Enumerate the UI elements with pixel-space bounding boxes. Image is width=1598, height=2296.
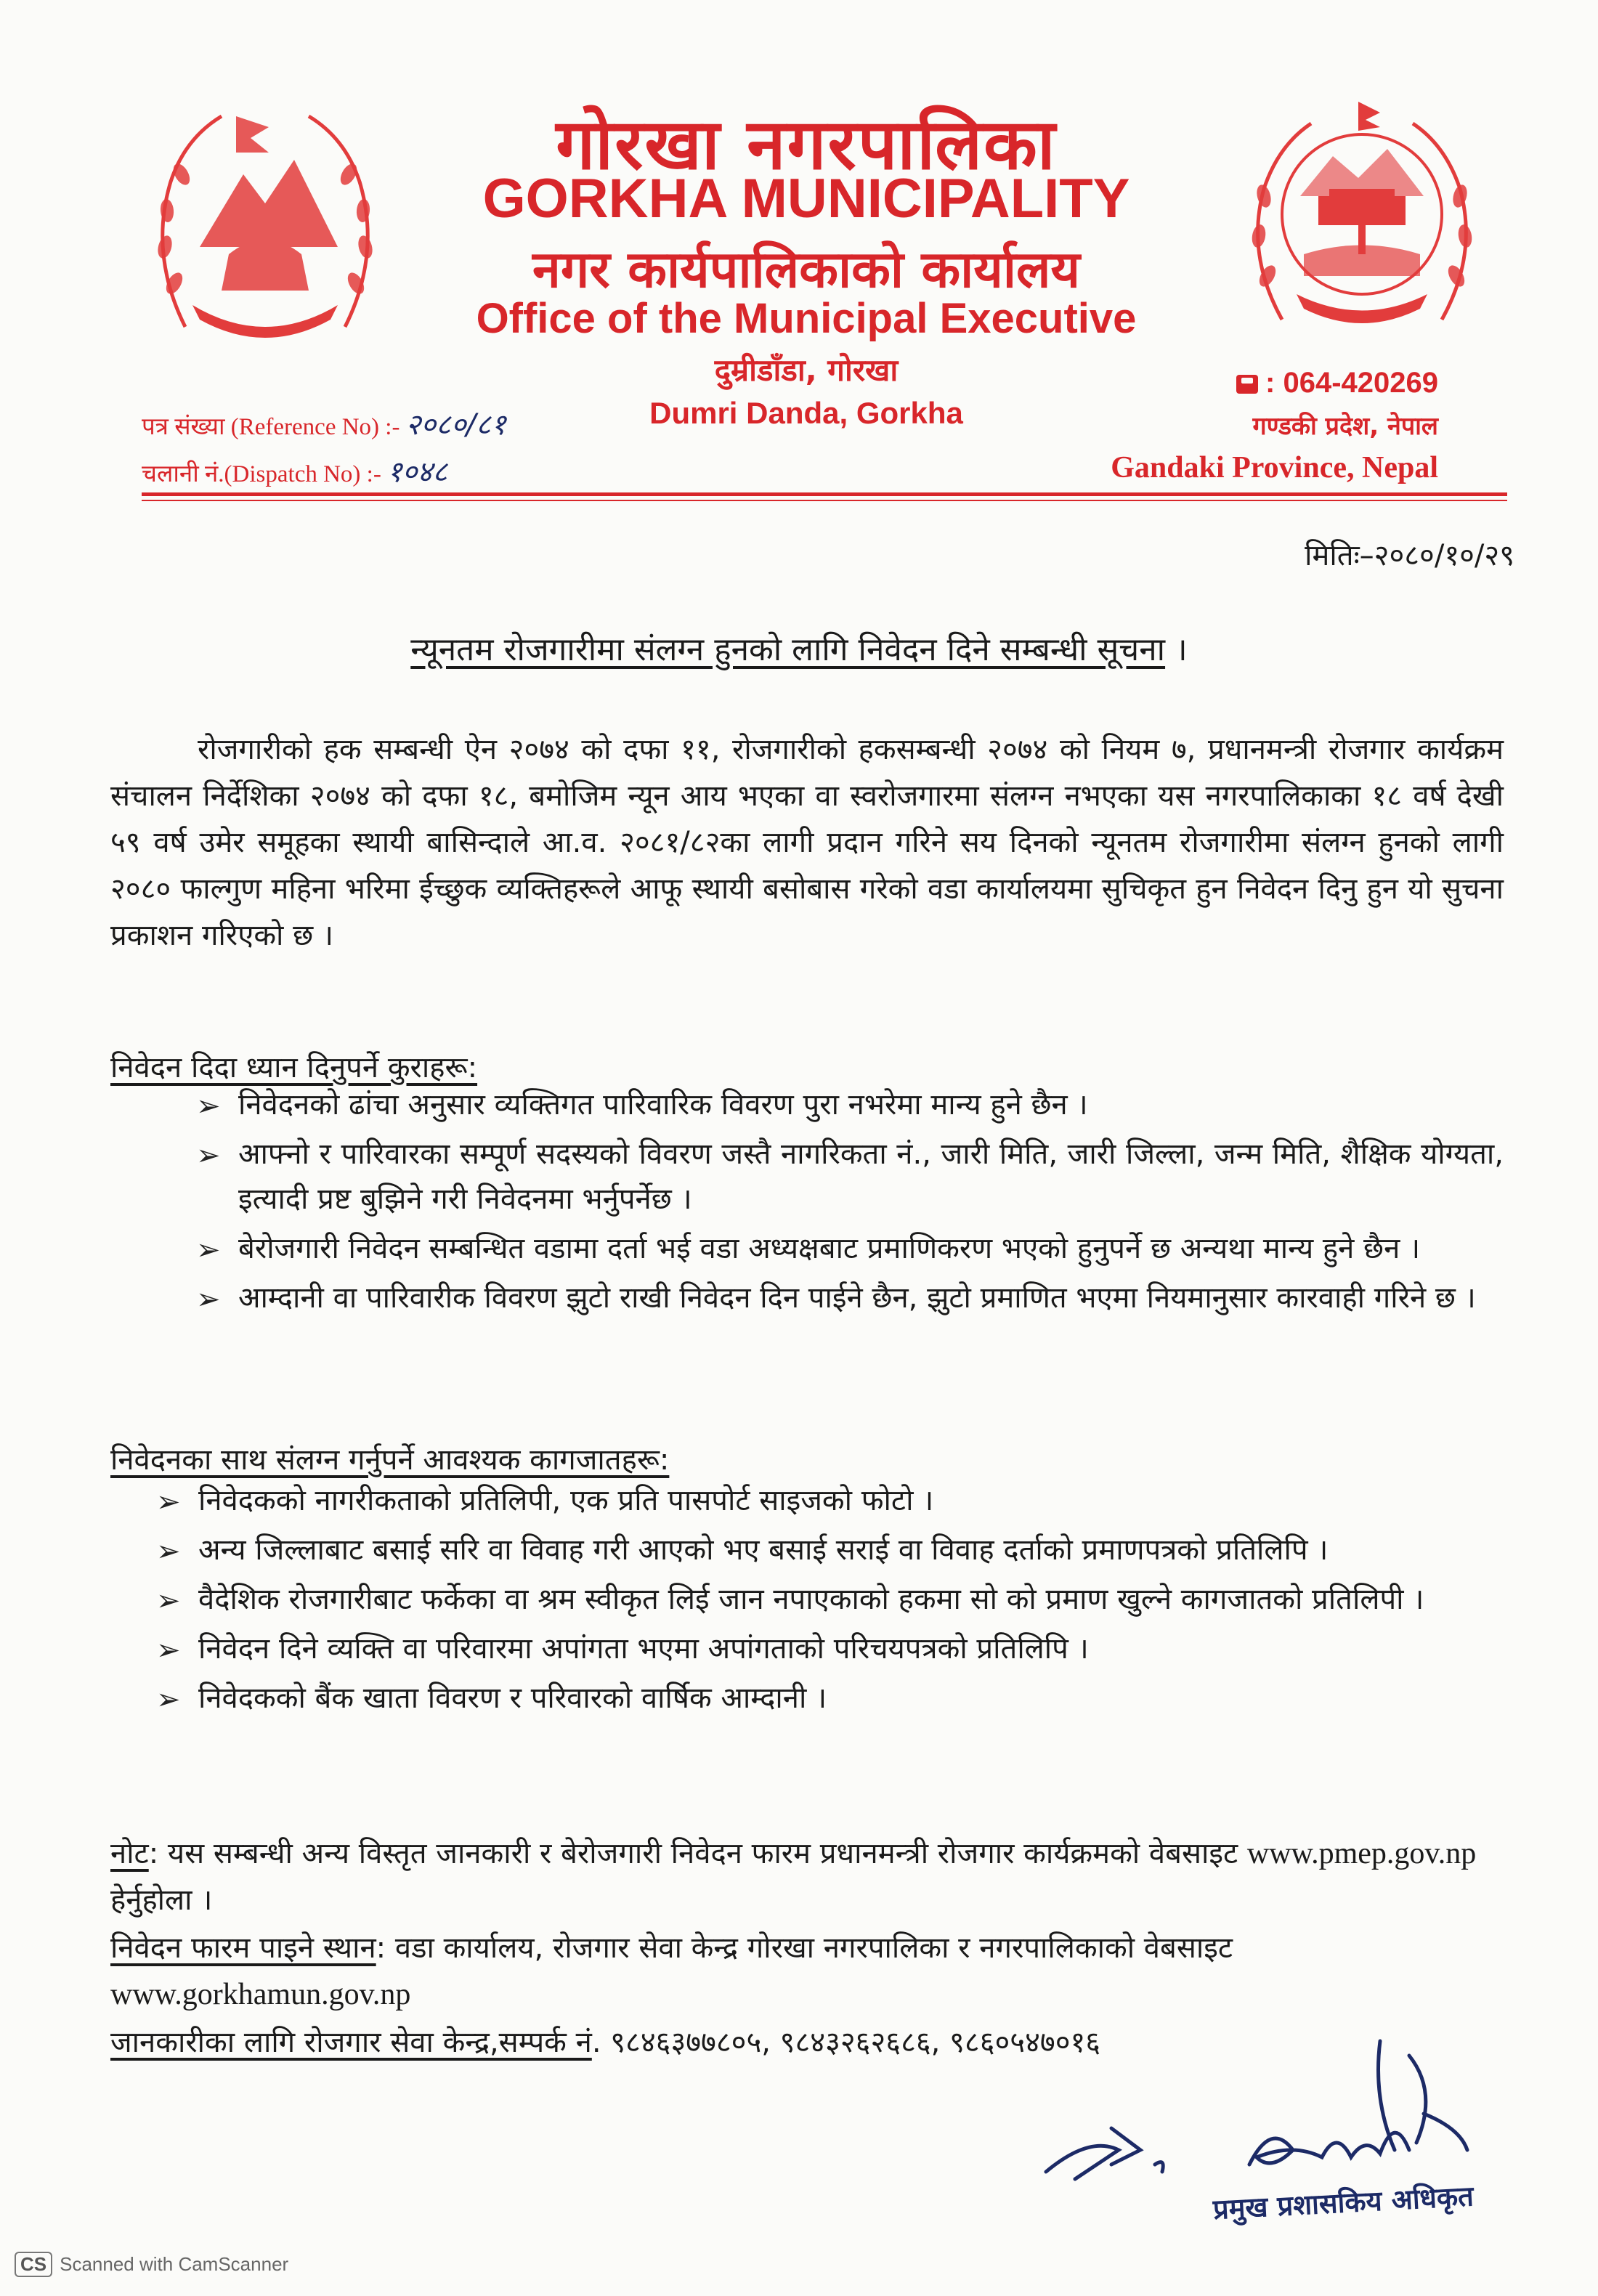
list-item: ➢ आफ्नो र पारिवारका सम्पूर्ण सदस्यको विवरण जस्तै नागरिकता नं., जारी मिति, जारी जिल्ला, जन्म मिति, शैक्षिक योग्यता, इत्यादी प्रष्ट बुझिने गरी निवेदनमा भर्नुपर्नेछ । — [196, 1132, 1504, 1222]
place-np: दुम्रीडाँडा, गोरखा — [714, 352, 899, 388]
arrow-bullet-icon: ➢ — [196, 1233, 221, 1267]
note-text: : यस सम्बन्धी अन्य विस्तृत जानकारी र बेरोजगारी निवेदन फारम प्रधानमन्त्री रोजगार कार्यक्रमको वेबसाइट — [148, 1837, 1247, 1870]
reference-value: २०८०/८१ — [405, 408, 506, 442]
intro-paragraph: रोजगारीको हक सम्बन्धी ऐन २०७४ को दफा ११, रोजगारीको हकसम्बन्धी २०७४ को नियम ७, प्रधानमन्त्री रोजगार कार्यक्रम संचालन निर्देशिका २०७४ को दफा १८, बमोजिम न्यून आय भएका वा स्वरोजगारमा संलग्न नभएका यस नगरपालिकाका १८ वर्ष देखी ५९ वर्ष उमेर समूहका स्थायी बासिन्दाले आ.व. २०८१/८२का लागी प्रदान गरिने सय दिनको न्यूनतम रोजगारीमा संलग्न हुनको लागी २०८० फाल्गुण महिना भरिमा ईच्छुक व्यक्तिहरूले आफू स्थायी बसोबास गरेको वडा कार्यालयमा सुचिकृत हुन निवेदन दिनु हुन यो सुचना प्रकाशन गरिएको छ । — [110, 733, 1504, 952]
list-item: ➢ निवेदन दिने व्यक्ति वा परिवारमा अपांगता भएमा अपांगताको परिचयपत्रको प्रतिलिपि । — [156, 1626, 1504, 1671]
scanner-text: Scanned with CamScanner — [60, 2253, 289, 2275]
dispatch-number — [142, 450, 447, 490]
nepal-emblem-seal — [142, 87, 389, 356]
office-title-en: Office of the Municipal Executive — [476, 295, 1137, 342]
letterhead-rule-thin — [142, 500, 1507, 501]
province-np: गण्डकी प्रदेश, नेपाल — [1252, 412, 1438, 441]
reference-number — [142, 403, 506, 443]
contact-label: जानकारीका लागि रोजगार सेवा केन्द्र,सम्पर्क नं — [110, 2026, 592, 2059]
scanner-watermark — [15, 2252, 288, 2277]
list-item: ➢ अन्य जिल्लाबाट बसाई सरि वा विवाह गरी आएको भए बसाई सराई वा विवाह दर्ताको प्रमाणपत्रको प्रतिलिपि । — [156, 1528, 1504, 1573]
camscanner-logo-icon: CS — [15, 2252, 52, 2277]
arrow-bullet-icon: ➢ — [196, 1139, 221, 1172]
pmep-link[interactable]: www.pmep.gov.np — [1246, 1837, 1477, 1870]
list-item: ➢ बेरोजगारी निवेदन सम्बन्धित वडामा दर्ता भई वडा अध्यक्षबाट प्रमाणिकरण भएको हुनुपर्ने छ अन्यथा मान्य हुने छैन । — [196, 1226, 1504, 1271]
note-end: हेर्नुहोला । — [110, 1883, 213, 1917]
section-heading-documents: निवेदनका साथ संलग्न गर्नुपर्ने आवश्यक कागजातहरू: — [110, 1443, 670, 1477]
municipality-logo-seal — [1231, 87, 1493, 356]
arrow-bullet-icon: ➢ — [196, 1283, 221, 1316]
form-location-text: : वडा कार्यालय, रोजगार सेवा केन्द्र गोरखा नगरपालिका र नगरपालिकाको वेबसाइट — [376, 1931, 1233, 1965]
instructions-list — [196, 1082, 1504, 1325]
arrow-bullet-icon: ➢ — [156, 1584, 181, 1618]
arrow-bullet-icon: ➢ — [196, 1090, 221, 1123]
list-item: ➢ निवेदकको बैंक खाता विवरण र परिवारको वार्षिक आम्दानी । — [156, 1676, 1504, 1721]
phone-value: 064-420269 — [1283, 367, 1438, 399]
municipality-title-en: GORKHA MUNICIPALITY — [482, 168, 1130, 230]
gorkhamun-link[interactable]: www.gorkhamun.gov.np — [110, 1978, 411, 2011]
list-item: ➢ निवेदनको ढांचा अनुसार व्यक्तिगत पारिवारिक विवरण पुरा नभरेमा मान्य हुने छैन । — [196, 1082, 1504, 1127]
office-title-np: नगर कार्यपालिकाको कार्यालय — [532, 240, 1081, 299]
note-website — [110, 1830, 1504, 1923]
dispatch-value: १०४८ — [386, 455, 448, 489]
documents-list — [156, 1478, 1504, 1725]
signatory-title: प्रमुख प्रशासकिय अधिकृत — [1212, 2180, 1475, 2226]
note-label: नोट — [110, 1837, 149, 1870]
contact-numbers: . ९८४६३७७८०५, ९८४३२६२६८६, ९८६०५४७०१६ — [591, 2026, 1101, 2059]
arrow-bullet-icon: ➢ — [156, 1535, 181, 1568]
subject-end: । — [1165, 631, 1188, 668]
phone-number: : 064-420269 — [1236, 367, 1438, 399]
form-location-label: निवेदन फारम पाइने स्थान — [110, 1931, 376, 1965]
arrow-bullet-icon: ➢ — [156, 1683, 181, 1716]
municipality-title-np: गोरखा नगरपालिका — [556, 104, 1057, 185]
arrow-bullet-icon: ➢ — [156, 1634, 181, 1667]
place-en: Dumri Danda, Gorkha — [649, 396, 963, 430]
list-item: ➢ निवेदकको नागरीकताको प्रतिलिपी, एक प्रति पासपोर्ट साइजको फोटो । — [156, 1478, 1504, 1523]
list-item: ➢ वैदेशिक रोजगारीबाट फर्केका वा श्रम स्वीकृत लिई जान नपाएकाको हकमा सो को प्रमाण खुल्ने कागजातको प्रतिलिपी । — [156, 1577, 1504, 1622]
notice-subject — [0, 626, 1598, 670]
list-item: ➢ आम्दानी वा पारिवारीक विवरण झुटो राखी निवेदन दिन पाईने छैन, झुटो प्रमाणित भएमा नियमानुसार कारवाही गरिने छ । — [196, 1275, 1504, 1321]
letterhead-rule — [142, 492, 1507, 496]
subject-text: न्यूनतम रोजगारीमा संलग्न हुनको लागि निवेदन दिने सम्बन्धी सूचना — [410, 631, 1166, 668]
notice-date: मितिः–२०८०/१०/२९ — [1305, 539, 1514, 572]
reference-label: पत्र संख्या (Reference No) :- — [142, 414, 400, 440]
dispatch-label: चलानी नं.(Dispatch No) :- — [142, 461, 381, 487]
arrow-bullet-icon: ➢ — [156, 1485, 181, 1519]
note-form-location — [110, 1925, 1504, 2018]
section-heading-instructions: निवेदन दिदा ध्यान दिनुपर्ने कुराहरू: — [110, 1051, 478, 1084]
province-en: Gandaki Province, Nepal — [1111, 451, 1438, 484]
phone-icon — [1236, 375, 1258, 394]
